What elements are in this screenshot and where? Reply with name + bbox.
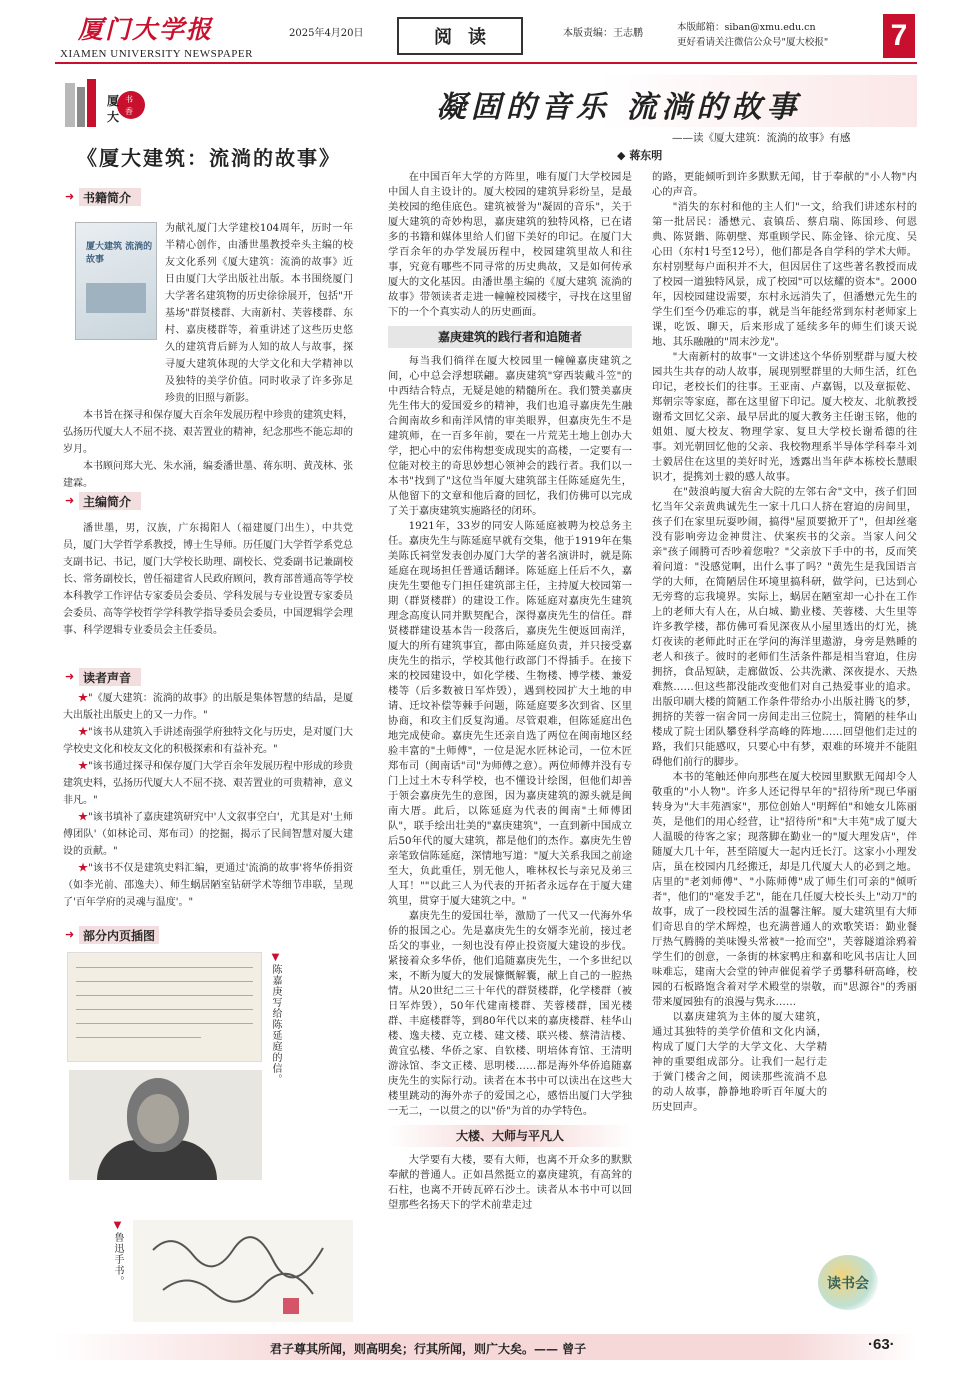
article-author: ◆ 蒋东明 xyxy=(617,149,663,162)
arrow-icon: ➜ xyxy=(65,190,75,203)
reader-comment: ★"该书填补了嘉庚建筑研究中'人文叙事空白'，尤其是对'土师傅团队'（如林论司、郑布司）的挖掘，揭示了民间智慧对厦大建设的贡献。" xyxy=(63,812,353,857)
subheading-band: 嘉庚建筑的践行者和追随者 xyxy=(388,326,632,348)
cover-title: 厦大建筑 流淌的故事 xyxy=(86,242,153,265)
section-title: 阅读 xyxy=(397,17,523,55)
section-head-editor: ➜ 主编简介 xyxy=(65,492,131,510)
book-title: 《厦大建筑：流淌的故事》 xyxy=(77,146,341,170)
star-icon: ★ xyxy=(78,727,89,738)
paragraph: 1921年，33岁的同安人陈延庭被聘为校总务主任。嘉庚先生与陈延庭早就有交集，他于1919年在集美陈氏祠堂发表创办厦门大学的著名演讲时，就是陈延庭在现场担任普通话翻译。陈延庭上任后不久，嘉庚先生要他专门担任建筑部主任，主持厦大校园第一期（群贤楼群）的建设工作。陈延庭对嘉庚先生建筑理念高度认同并默契配合，深得嘉庚先生的信任。群贤楼群建设基本告一段落后，嘉庚先生便返回南洋，厦大的所有建筑事宜，都由陈延庭负责，并只接受嘉庚先生的指示，学校其他行政部门不得插手。在接下来的校园建设中，如化学楼、生物楼、博学楼、兼爱楼等（后多数被日军炸毁），遇到校园扩大土地的申请、迁坟补偿等棘手问题，陈延庭要多次到省、区里协商，和攻主们反复沟通。尽管艰难，但陈延庭出色地完成使命。嘉庚先生还亲自选了两位在闽南地区经验丰富的"土师傅"，一位是泥水匠林论司，一位木匠郑布司（闽南话"司"为师傅之意）。两位师傅并没有专门上过土木专科学校，也不懂设计绘图，但他们却善于领会嘉庚先生的意图，因为嘉庚建筑的源头就是闽南大厝。此后，以陈延庭为代表的闽南"土师傅团队"，联手绘出壮美的"嘉庚建筑"，一直到新中国成立后50年代的厦大建筑，都是他们的杰作。嘉庚先生曾亲笔致信陈延庭，深情地写道："厦大关系我国之前途至大，负此重任，别无他人，唯林权长与亲兄及弟三人耳！""以此三人为代表的开拓者永远存在于厦大建筑里，贯穿于厦大建筑之中。" xyxy=(388,520,632,907)
svg-text:书: 书 xyxy=(125,95,133,104)
triangle-icon: ▼ xyxy=(270,952,281,964)
contact-info xyxy=(677,20,828,50)
reader-comment: ★"该书从建筑入手讲述南强学府独特文化与历史，是对厦门大学校史文化和校友文化的积极探索和有益补充。" xyxy=(63,727,353,755)
svg-text:厦: 厦 xyxy=(107,94,120,108)
editor-bio: 潘世墨，男，汉族，广东揭阳人（福建厦门出生），中共党员，厦门大学哲学系教授，博士生导师。历任厦门大学哲学系党总支副书记、书记，厦门大学校长助理、副校长、党委副书记兼副校长、常务副校长，曾任福建省人民政府顾问，教育部普通高等学校本科教学工作评估专家委员会委员、学科发展与专业设置专家委员会委员、高等学校哲学学科教学指导委员会委员，中国逻辑学会理事、科学逻辑专业委员会主任委员。 xyxy=(63,523,353,636)
star-icon: ★ xyxy=(78,812,89,823)
newspaper-logo: 厦门大学报 xyxy=(78,15,214,44)
paragraph: 嘉庚先生的爱国壮举，激励了一代又一代海外华侨的报国之心。先是嘉庚先生的女婿李光前，接过老岳父的事业，一刻也没有停止投资厦大建设的步伐。紧接着众多华侨，他们追随嘉庚先生，一个多世纪以来，不断为厦大的发展慷慨解囊，献上自己的一腔热情。从20世纪二三十年代的群贤楼群，化学楼群（被日军炸毁），50年代建南楼群、芙蓉楼群，国光楼群、丰庭楼群等，到80年代以来的嘉庚楼群、桂华山楼、逸夫楼、克立楼、建文楼、联兴楼、蔡清洁楼、黄宜弘楼、华侨之家、自钦楼、明培体育馆、王清明游泳馆、李文正楼、思明楼……都是海外华侨追随嘉庚先生的实际行动。读者在本书中可以读出在这些大楼里跳动的海外赤子的爱国之心，感悟出厦门大学独一无二，一以贯之的以"侨"为首的办学特色。 xyxy=(388,910,632,1117)
paragraph: 在"鼓浪屿厦大宿舍大院的左邻右舍"文中，孩子们回忆当年父亲黄典诚先生一家十几口人挤在窘迫的房间里，孩子们在家里玩耍吵闹，搞得"屋顶要掀开了"，但却丝毫没有影响旁边金神贯注、伏案疾书的父亲。当家人问父亲"孩子闹腾可否吵着您啦？"父亲放下手中的书，反而笑着问道："没感觉啊，出什么事了吗？"黄先生是我国语言学的大师，在简陋居住环境里搞科研，做学问，已达到心无旁骛的忘我境界。实际上，蜗居在陋室却一心扑在工作上的老师大有人在，从白城、勤业楼、芙蓉楼、大生里等许多教学楼，都仿佛可看见深夜从小屋里透出的灯光，挑灯夜读的老师此时正在学问的海洋里遨游，身旁是熟睡的老人和孩子。彼时的老师们生活条件都是相当窘迫，住房拥挤，食品短缺，走廊做饭、公共洗漱、深夜提水、天热难熬……但这些都没能改变他们对自己热爱事业的追求。出版印刷大楼的简陋工作条件带给办小出版社腾飞的梦，拥挤的芙蓉一宿舍同一房间走出三位院士，简陋的桂华山楼成了院士团队攀登科学高峰的阵地……回望他们走过的路，我们只能感叹，只要心中有梦，艰难的环境并不能阻碍他们前行的脚步。 xyxy=(652,486,917,768)
masthead xyxy=(0,0,969,66)
issue-date: 2025年4月20日 xyxy=(289,28,364,39)
reader-comment: ★"该书通过探寻和保存厦门大学百余年发展历程中形成的珍贵建筑史料，弘扬历代厦大人不屈不挠、艰苦置业的可贵精神，意义非凡。" xyxy=(63,761,353,806)
article-subhead: ——读《厦大建筑：流淌的故事》有感 xyxy=(672,132,851,144)
letter-image xyxy=(67,952,262,1062)
handwriting-image xyxy=(133,1220,353,1322)
star-icon: ★ xyxy=(78,693,89,704)
column-logo-icon xyxy=(63,75,158,130)
reader-comment: ★"《厦大建筑：流淌的故事》的出版是集体智慧的结晶，是厦大出版社出版史上的又一力作。" xyxy=(63,693,353,721)
subheading-band: 大楼、大师与平凡人 xyxy=(388,1125,632,1147)
arrow-icon: ➜ xyxy=(65,670,75,683)
book-info-column xyxy=(55,70,363,1328)
arrow-icon: ➜ xyxy=(65,494,75,507)
section-head-reader: ➜ 读者声音 xyxy=(65,668,131,686)
book-intro-text-1: 为献礼厦门大学建校104周年，历时一年半精心创作，由潘世墨教授牵头主编的校友文化系列《厦大建筑：流淌的故事》近日由厦门大学出版社出版。本书围绕厦门大学著名建筑物的历史徐徐展开，包括"开基场"群贤楼群、大南新村、芙蓉楼群、东村、嘉庚楼群等，着重讲述了这些历史悠久的建筑背后鲜为人知的故人与故事，探寻厦大建筑体现的大学文化和大学精神以及独特的美学价值。同时收录了许多弥足珍贵的旧照与新影。 xyxy=(165,223,353,404)
page-editor: 本版责编：王志鹏 xyxy=(563,28,643,39)
paragraph: "大南新村的故事"一文讲述这个华侨别墅群与厦大校园共生共存的动人故事，展现别墅群里的大师生活，红色印记，老校长们的往事。王亚南、卢嘉锡，以及章振乾、郑朝宗等家庭，都在这里留下印记。厦大校友、北航教授谢希文回忆父亲、最早居此的厦大教务主任谢玉铭，他的姐姐、厦大校友、物理学家、复旦大学校长谢希德的往事。刘光朝回忆他的父亲、我校物理系半导体学科奉斗刘士毅居住在这里的美好时光，透露出当年萨本栋校长慧眼识才，提携刘士毅的感人故事。 xyxy=(652,351,917,483)
svg-text:大: 大 xyxy=(107,110,120,124)
reader-comments xyxy=(63,690,353,911)
reader-comment: ★"该书不仅是建筑史料汇编，更通过'流淌的故事'将华侨捐资（如李光前、邵逸夫）、师生蜗居陋室钻研学术等细节串联，呈现了'百年学府的灵魂与温度'。" xyxy=(63,863,354,908)
portrait-image xyxy=(69,1070,262,1180)
star-icon: ★ xyxy=(78,863,89,874)
diamond-icon: ◆ xyxy=(617,149,626,162)
paragraph: 在中国百年大学的方阵里，唯有厦门大学校园是中国人自主设计的。厦大校园的建筑异彩纷呈，是最美校园的绝佳底色。建筑被誉为"凝固的音乐"，关于厦大建筑的奇妙构思，嘉庚建筑的独特风格，已在诸多的书籍和媒体里给人们留下美好的印记。在厦门大学百余年的办学发展历程中，校园建筑里故人和往事，究竟有哪些不同寻常的历史典故，又是如何传承厦大的文化基因。由潘世墨主编的《厦大建筑 流淌的故事》带领读者走进一幢幢校园楼宇，寻找在这里留下的一个个真实动人的历史画面。 xyxy=(388,171,632,318)
handwriting-caption: ▼鲁迅手书。 xyxy=(112,1220,123,1287)
illustrations xyxy=(67,952,317,1184)
paragraph: "消失的东村和他的主人们"一文，给我们讲述东村的第一批居民：潘懋元、袁镇岳、蔡启瑞、陈国珍、何恩典、陈贤鍇、陈朝壁、郑重顾学民、陈金锋、徐元度、吴心田（东村1号至12号），他们都是各自学科的学术大师。东村别墅每户面积并不大，但因居住了这些著名教授而成了校园一道独特风景，成了校园"可以炫耀的资本"。2000年，因校园建设需要，东村永远消失了，但潘懋元先生的学生们至今仍难忘的事，就是当年能经常到东村老师家上课，吃饭、聊天，后来形成了延续多年的师生们谈天说地、其乐融融的"周末沙龙"。 xyxy=(652,201,917,348)
letter-caption: ▼陈嘉庚写给陈延庭的信。 xyxy=(270,952,281,1085)
paragraph: 以嘉庚建筑为主体的厦大建筑，通过其独特的美学价值和文化内涵，构成了厦门大学的大学文化、大学精神的重要组成部分。让我们一起行走于黉门楼舍之间，阅读那些流淌不息的动人故事，静静地聆听百年厦大的历史回声。 xyxy=(652,1011,827,1113)
star-icon: ★ xyxy=(78,761,89,772)
reading-club-emblem: 读书会 xyxy=(818,1255,878,1310)
article-column-2 xyxy=(652,170,917,1330)
article-headline: 凝固的音乐 流淌的故事 xyxy=(436,90,802,125)
book-intro-text-2: 本书旨在探寻和保存厦大百余年发展历程中珍贵的建筑史料，弘扬历代厦大人不屈不挠、艰苦置业的精神，纪念那些不能忘却的岁月。 xyxy=(63,410,353,455)
article-column-1 xyxy=(388,170,632,1330)
footer-page-number: ·63· xyxy=(868,1336,895,1353)
footer-motto: 君子尊其所闻，则高明矣；行其所闻，则广大矣。—— 曾子 xyxy=(270,1342,587,1356)
triangle-icon: ▼ xyxy=(112,1220,123,1232)
section-head-photos: ➜ 部分内页插图 xyxy=(65,926,155,944)
wechat-note: 更好看请关注微信公众号"厦大校报" xyxy=(677,37,829,48)
newspaper-english-name: XIAMEN UNIVERSITY NEWSPAPER xyxy=(60,48,253,60)
page-number-badge: 7 xyxy=(883,14,915,58)
paragraph: 大学要有大楼，要有大师，也离不开众多的默默奉献的普通人。正如昌然挺立的嘉庚建筑，有高耸的石柱，也离不开砖瓦碎石沙土。读者从本书中可以回望那些名扬天下的学术前辈走过 xyxy=(388,1154,632,1211)
book-cover-image xyxy=(75,222,157,340)
paragraph: 本书的笔触还伸向那些在厦大校园里默默无闻却令人敬重的"小人物"。许多人还记得早年的"招待所"现已华丽转身为"大丰苑酒家"，那位创始人"明辉伯"和她女儿陈丽英，是他们的用心经营，让"招待所"和"大丰苑"成了厦大人温暖的待客之家；现落脚在勤业一的"厦大理发店"，伴随厦大几十年，甚至陪厦大一起内迁长汀。这家小小理发店，虽在校园内几经搬迁，却是几代厦大人的必到之地。店里的"老刘师傅"、"小陈师傅"成了师生们可亲的"倾听者"，他们的"毫发手艺"，能在几任厦大校长头上"动刀"的故事，成了一段校园生活的温馨注解。厦大建筑里有大师们奇思自的学术辉煌，也充满普通人的欢歌笑语：勤业餐厅热气腾腾的美味馒头常被"一抢而空"，芙蓉隧道涂鸦着学生们的创意，一条街的林家鸭庄和嘉和吃风书店让人回味难忘，建南大会堂的钟声催促着学子勇攀科研高峰，校园的石板路饱含着对学术殿堂的崇敬，而"思源谷"的秀丽带来厦园独有的浪漫与隽永…… xyxy=(652,771,917,1008)
paragraph: 每当我们徜徉在厦大校园里一幢幢嘉庚建筑之间，心中总会浮想联翩。嘉庚建筑"穿西装戴斗笠"的中西结合特点，无疑是她的精髓所在。我们赞美嘉庚先生伟大的爱国爱乡的精神，我们也追寻嘉庚先生融合闽南故乡和南洋风情的审美眼界，但嘉庚先生不是建筑师，在一百多年前，要在一片荒芜土地上创办大学，把心中的宏伟构想变成现实的高楼，一定要有一位能对校主的奇思妙想心领神会的践行者。我们以一本书"找到了"这位当年厦大建筑部主任陈延庭先生，从他留下的文章和他后裔的回忆，我们仿佛可以完成了关于嘉庚建筑实施路径的闭环。 xyxy=(388,355,632,517)
mail-address: 本版邮箱：siban@xmu.edu.cn xyxy=(677,22,816,33)
masthead-divider xyxy=(55,62,917,64)
arrow-icon: ➜ xyxy=(65,928,75,941)
svg-text:香: 香 xyxy=(125,107,133,116)
paragraph: 的路，更能倾听到许多默默无闻，甘于奉献的"小人物"内心的声音。 xyxy=(652,171,917,198)
section-head-intro: ➜ 书籍简介 xyxy=(65,188,131,206)
book-intro-text-3: 本书顾问郑大光、朱水涌，编委潘世墨、蒋东明、黄茂林、张建霖。 xyxy=(63,461,353,489)
